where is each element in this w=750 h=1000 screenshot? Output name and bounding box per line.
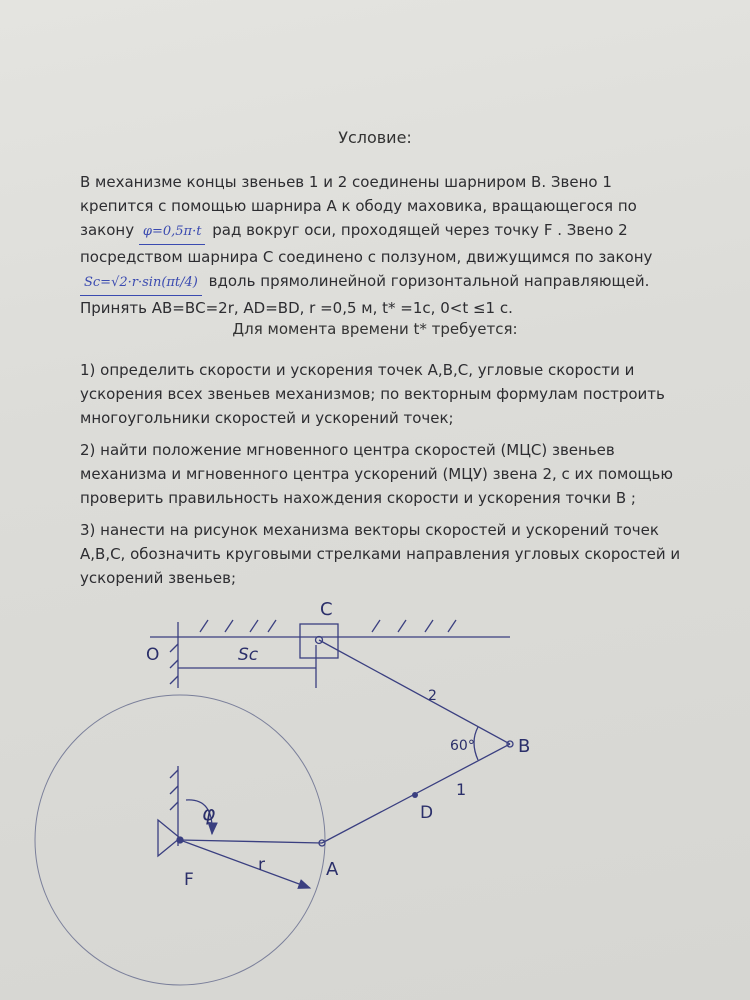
guide-hatching	[200, 620, 456, 632]
line-F-A	[180, 840, 322, 843]
sc-law-handwritten: Sc=√2·r·sin(πt/4)	[80, 271, 202, 296]
mechanism-figure	[0, 590, 750, 1000]
requirement-heading: Для момента времени t* требуется:	[232, 320, 518, 338]
label-phi: φ	[202, 801, 216, 825]
label-Sc: Sc	[238, 645, 259, 665]
condition-paragraph	[80, 170, 680, 320]
task-3-line-2: А,В,С, обозначить круговыми стрелками направления угловых скоростей и	[80, 545, 681, 563]
link-2	[319, 640, 510, 744]
label-A: A	[326, 859, 339, 880]
phi-law-handwritten: φ=0,5π·t	[139, 220, 206, 245]
slider-block	[300, 624, 338, 658]
radius-arrow	[180, 840, 310, 888]
task-2-line-2: механизма и мгновенного центра ускорений (МЦУ) звена 2, с их помощью	[80, 465, 674, 483]
point-D	[412, 792, 418, 798]
label-link-2: 2	[428, 688, 437, 704]
label-O: O	[146, 645, 160, 665]
pivot-triangle	[158, 820, 180, 856]
task-2	[80, 438, 680, 510]
task-2-line-3: проверить правильность нахождения скорости и ускорения точки В ;	[80, 489, 636, 507]
task-1-line-3: многоугольники скоростей и ускорений точек;	[80, 409, 454, 427]
condition-line-5	[80, 269, 680, 296]
condition-line-5-post: вдоль прямолинейной горизонтальной направляющей.	[208, 272, 650, 290]
support-F-hatching	[170, 770, 178, 810]
label-C: C	[320, 599, 333, 620]
task-3-line-1: 3) нанести на рисунок механизма векторы скоростей и ускорений точек	[80, 521, 659, 539]
label-D: D	[420, 803, 434, 823]
condition-line-4: посредством шарнира С соединено с ползуном, движущимся по закону	[80, 248, 653, 266]
label-F: F	[184, 870, 194, 890]
label-B: B	[518, 736, 531, 757]
condition-line-2: крепится с помощью шарнира А к ободу маховика, вращающегося по	[80, 197, 637, 215]
task-1	[80, 358, 680, 430]
condition-line-3	[80, 218, 680, 245]
condition-line-6: Принять АВ=ВС=2r, AD=BD, r =0,5 м, t* =1с, 0<t ≤1 с.	[80, 299, 513, 317]
label-link-1: 1	[456, 780, 467, 799]
task-3	[80, 518, 680, 590]
task-1-line-2: ускорения всех звеньев механизмов; по векторным формулам построить	[80, 385, 665, 403]
task-3-line-3: ускорений звеньев;	[80, 569, 236, 587]
wall-O-hatching	[170, 644, 178, 684]
label-angle: 60°	[450, 738, 475, 754]
condition-line-3-post: рад вокруг оси, проходящей через точку F . Звено 2	[212, 221, 628, 239]
label-r: r	[258, 855, 265, 875]
joint-F	[177, 837, 183, 843]
task-2-line-1: 2) найти положение мгновенного центра скоростей (МЦС) звеньев	[80, 441, 615, 459]
page-title: Условие:	[338, 128, 412, 147]
task-1-line-1: 1) определить скорости и ускорения точек А,В,С, угловые скорости и	[80, 361, 635, 379]
condition-line-1: В механизме концы звеньев 1 и 2 соединены шарниром В. Звено 1	[80, 173, 612, 191]
condition-line-3-pre: закону	[80, 221, 135, 239]
